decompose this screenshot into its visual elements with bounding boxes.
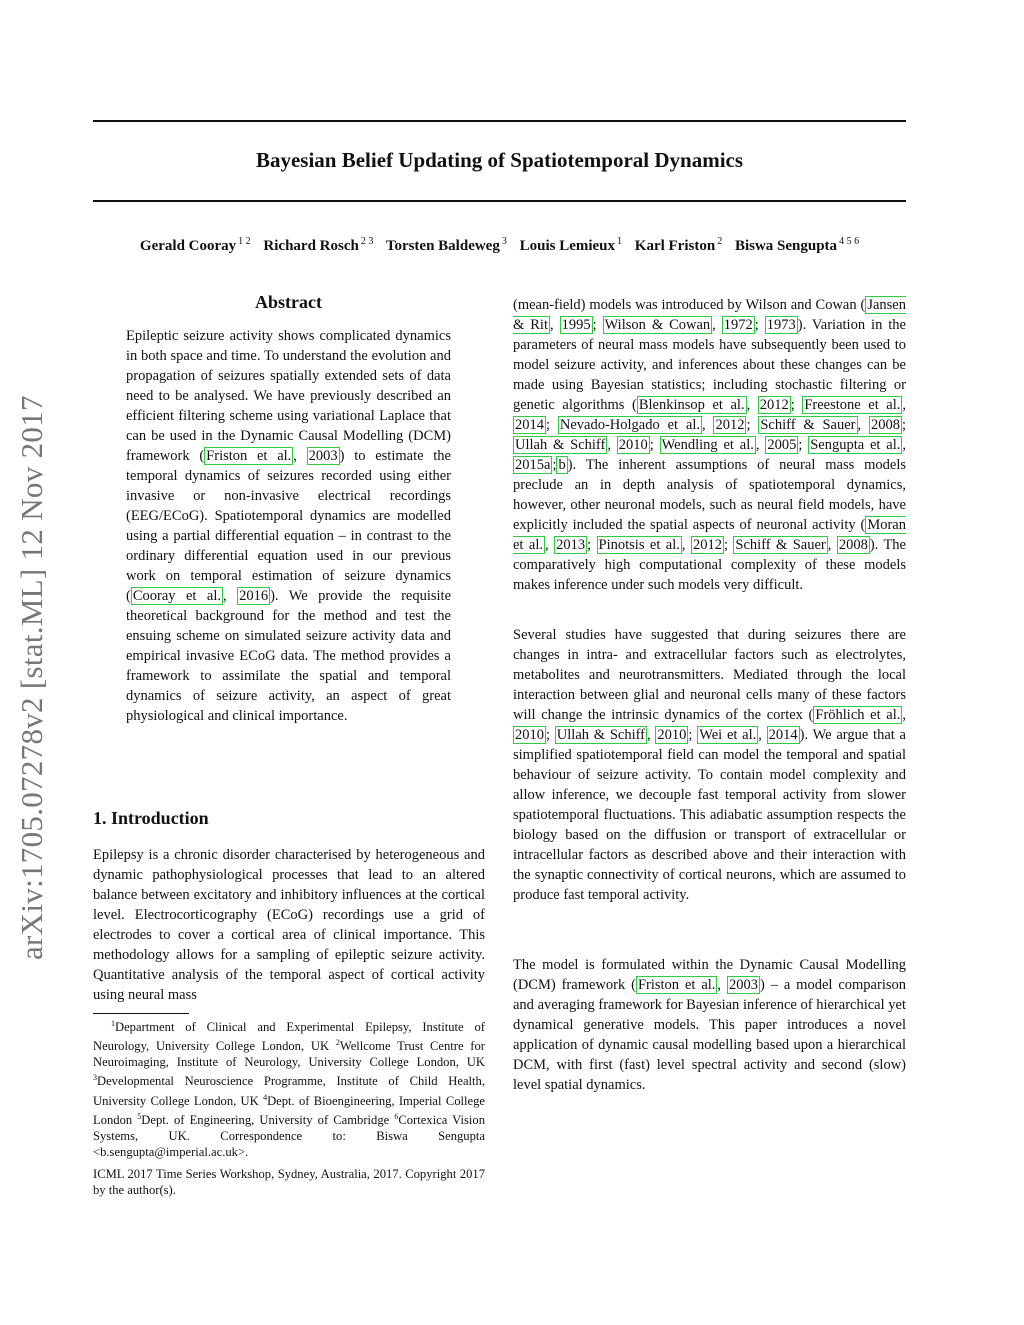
citation-link[interactable]: Moran et al. [513,517,906,553]
citation-link[interactable]: Friston et al. [637,977,716,993]
author: Gerald Cooray $^{1 2}$ [139,236,251,254]
citation-link[interactable]: 2014 [515,417,544,433]
citation-link[interactable]: 2010 [657,727,687,743]
citation-link[interactable]: Schiff & Sauer [760,417,856,433]
citation-link[interactable]: 2012 [692,537,722,553]
affiliations-footnote: $^1$Department of Clinical and Experimental Epilepsy, Institute of Neurology, University College London, UK $^2$Wellcome Trust Centre for Neuroimaging, Institute of Neurology, University College London, UK $^3$Developmental Neuroscience Programme, Institute of Child Health, University College London, UK $^4$Dept. of Bioengineering, Imperial College London $^5$Dept. of Engineering, University of Cambridge $^6$Cortexica Vision Systems, UK. Correspondence to: Biswa Sengupta <b.sengupta@imperial.ac.uk>. [93,1019,485,1159]
citation-link[interactable]: Jansen & Rit [513,297,906,333]
citation-link[interactable]: Ullah & Schiff [515,437,606,453]
author: Richard Rosch $^{2 3}$ [263,236,374,254]
citation-link[interactable]: Blenkinsop et al. [638,397,745,413]
citation-link[interactable]: 2015a [515,457,551,473]
title-bottom-rule [93,200,906,202]
citation-link[interactable]: 2013 [556,537,586,553]
citation-link[interactable]: 1995 [561,317,591,333]
citation-link[interactable]: Wendling et al. [661,437,754,453]
author: Biswa Sengupta $^{4 5 6}$ [734,236,860,254]
citation-link[interactable]: Schiff & Sauer [735,537,826,553]
citation-link[interactable]: 2016 [239,588,269,604]
introduction-text: Epilepsy is a chronic disorder characterised by heterogeneous and dynamic pathophysiological processes that lead to an altered balance between excitatory and inhibitory influences at the cortical level. Electrocorticography (ECoG) recordings use a grid of electrodes to cover a cortical area of clinical importance. This methodology allows for a sampling of epileptic seizure activity. Quantitative analysis of the temporal aspect of cortical activity using neural mass [93,847,485,1003]
author: Torsten Baldeweg $^3$ [385,236,507,254]
citation-link[interactable]: 1972 [723,317,753,333]
citation-link[interactable]: 2003 [308,448,338,464]
citation-link[interactable]: 2012 [759,397,789,413]
paper-title: Bayesian Belief Updating of Spatiotemporal Dynamics [255,148,744,172]
citation-link[interactable]: 2010 [515,727,544,743]
venue-copyright: ICML 2017 Time Series Workshop, Sydney, Australia, 2017. Copyright 2017 by the author(s). [93,1167,485,1197]
citation-link[interactable]: b [558,457,566,473]
author: Louis Lemieux $^1$ [519,236,623,254]
citation-link[interactable]: 2005 [767,437,797,453]
citation-link[interactable]: 2008 [838,537,868,553]
citation-link[interactable]: 2012 [715,417,745,433]
section-heading-introduction: 1. Introduction [93,808,209,828]
abstract-text: Epileptic seizure activity shows complicated dynamics in both space and time. To understand the evolution and propagation of seizures spatially extended sets of data need to be analysed. We have previously described an efficient filtering scheme using variational Laplace that can be used in the Dynamic Causal Modelling (DCM) framework ( Friston et al. , 2003 ) to estimate the temporal dynamics of seizures recorded using either invasive or non-invasive electrical recordings (EEG/ECoG). Spatiotemporal dynamics are modelled using a partial differential equation – in contrast to the ordinary differential equation used in our previous work on temporal estimation of seizure dynamics ( Cooray et al. , 2016 ). We provide the requisite theoretical background for the method and test the ensuing scheme on simulated seizure activity data and empirical invasive ECoG data. The method provides a framework to assimilate the spatial and temporal dynamics of seizure activity, an aspect of great physiological and clinical importance. [126,328,452,724]
citation-link[interactable]: 1973 [766,317,796,333]
right-paragraph-3: The model is formulated within the Dynamic Causal Modelling (DCM) framework ( Friston et al. , 2003 ) – a model comparison and averaging framework for Bayesian inference of hierarchical yet dynamical generative models. This paper introduces a novel application of dynamic causal modelling based upon a hierarchical DCM, with first (fast) level spectral activity and second (slow) level spatial dynamics. [513,957,906,1093]
title-top-rule [93,120,906,122]
arxiv-identifier: arXiv:1705.07278v2 [stat.ML] 12 Nov 2017 [14,395,49,960]
citation-link[interactable]: 2008 [871,417,900,433]
citation-link[interactable]: Fröhlich et al. [815,707,901,723]
citation-link[interactable]: Sengupta et al. [810,437,901,453]
citation-link[interactable]: 2010 [618,437,648,453]
citation-link[interactable]: Wilson & Cowan [604,317,711,333]
author: Karl Friston $^2$ [634,236,723,254]
right-paragraph-1: (mean-field) models was introduced by Wilson and Cowan ( Jansen & Rit , 1995 ; Wilson & Cowan , 1972 ; 1973 ). Variation in the parameters of neural mass models have subsequently been used to model seizure activity, and inferences about these changes can be made using Bayesian statistics; including stochastic filtering or genetic algorithms ( Blenkinsop et al. , 2012 ; Freestone et al. , 2014 ; Nevado-Holgado et al. , 2012 ; Schiff & Sauer , 2008 ; Ullah & Schiff , 2010 ; Wendling et al. , 2005 ; Sengupta et al. , 2015a ; b ). The inherent assumptions of neural mass models preclude an in depth analysis of spatiotemporal dynamics, however, other neuronal models, such as neural field models, have explicitly included the spatial aspects of neuronal activity ( Moran et al. , 2013 ; Pinotsis et al. , 2012 ; Schiff & Sauer , 2008 ). The comparatively high computational complexity of these models makes inference under such models very difficult. [513,297,907,593]
author-list [93,236,906,255]
citation-link[interactable]: Wei et al. [699,727,757,743]
citation-link[interactable]: 2003 [728,977,758,993]
right-paragraph-2: Several studies have suggested that during seizures there are changes in intra- and extracellular factors such as electrolytes, metabolites and neurotransmitters. Mediated through the local interaction between glial and neuronal cells many of these factors will change the intrinsic dynamics of the cortex ( Fröhlich et al. , 2010 ; Ullah & Schiff , 2010 ; Wei et al. , 2014 ). We argue that a simplified spatiotemporal field can model the temporal and spatial behaviour of seizure activity. To contain model complexity and allow inference, we decouple fast temporal activity from slower spatiotemporal fluctuations. This adiabatic assumption respects the biology based on the diffusion or transport of extracellular or intracellular factors as described above and their interaction with the synaptic connectivity of cortical neurons, which are assumed to produce fast temporal activity. [513,627,906,903]
citation-link[interactable]: Pinotsis et al. [598,537,680,553]
citation-link[interactable]: Nevado-Holgado et al. [559,417,700,433]
citation-link[interactable]: Friston et al. [206,448,292,464]
citation-link[interactable]: Cooray et al. [132,588,221,604]
citation-link[interactable]: 2014 [768,727,798,743]
footnote-rule [93,1013,189,1014]
citation-link[interactable]: Ullah & Schiff [556,727,645,743]
abstract-heading: Abstract [255,292,322,312]
citation-link[interactable]: Freestone et al. [804,397,901,413]
